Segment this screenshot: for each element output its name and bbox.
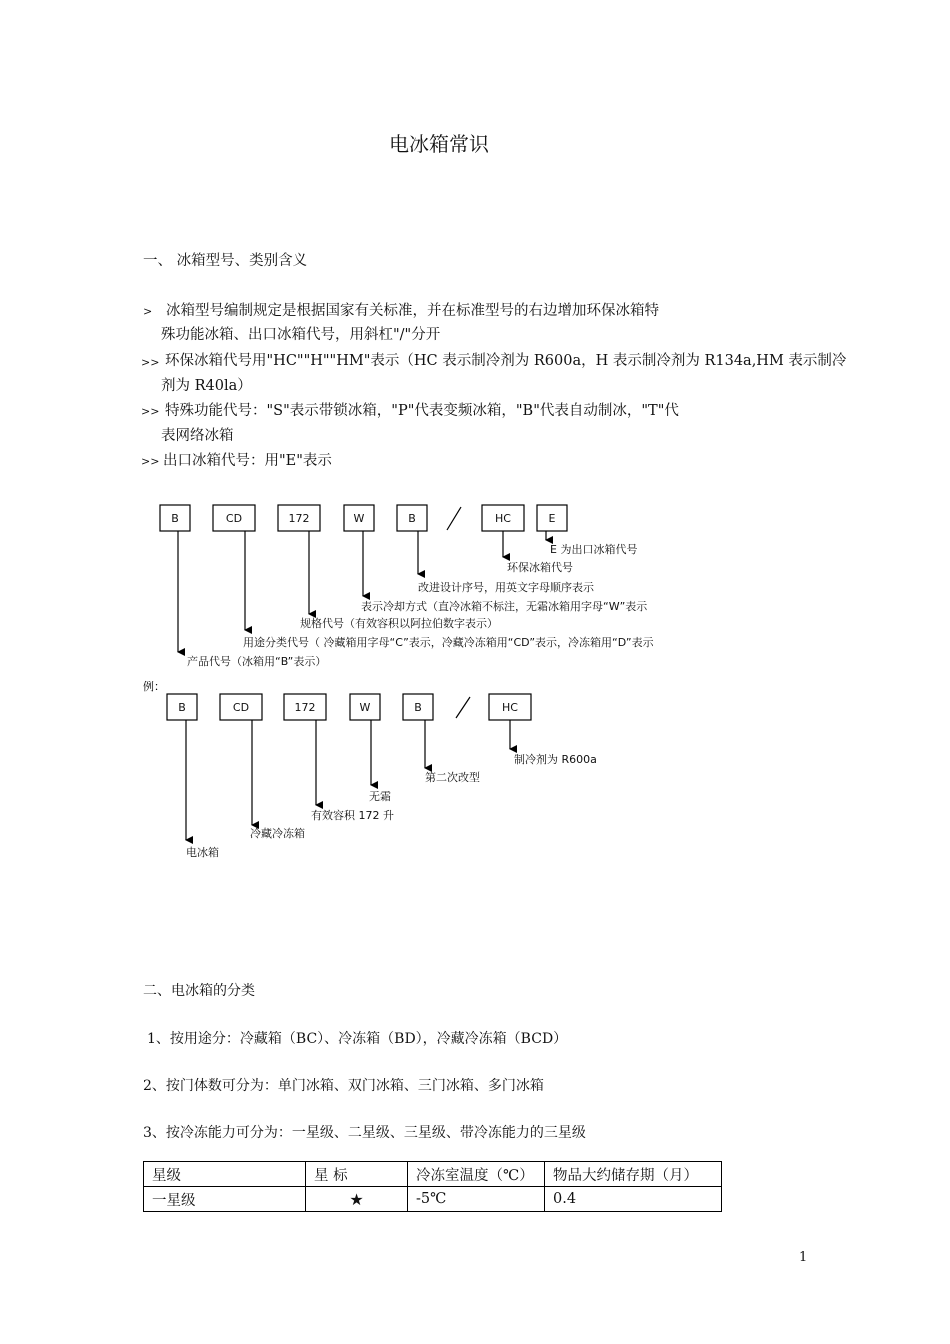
bullet-marker: >> <box>141 356 160 369</box>
table-cell: 一星级 <box>144 1187 306 1212</box>
code-box-text: HC <box>495 512 511 525</box>
bullet-text: 环保冰箱代号用"HC""H""HM"表示（HC 表示制冷剂为 R600a，H 表示制冷剂为 R134a,HM 表示制冷 <box>165 353 847 369</box>
slash <box>456 697 470 718</box>
list-item: 3、按冷冻能力可分为：一星级、二星级、三星级、带冷冻能力的三星级 <box>143 1125 586 1141</box>
code-box-text: B <box>414 701 422 714</box>
code-box-text: CD <box>225 512 243 525</box>
bullet-text-cont: 殊功能冰箱、出口冰箱代号，用斜杠"/"分开 <box>161 327 441 343</box>
diagram-label: 有效容积 172 升 <box>311 809 394 822</box>
code-box-text: HC <box>502 701 518 714</box>
table-header-cell: 物品大约储存期（月） <box>545 1162 722 1187</box>
bullet-text: 特殊功能代号："S"表示带锁冰箱，"P"代表变频冰箱，"B"代表自动制冰，"T"代 <box>165 403 679 419</box>
diagram-label: 环保冰箱代号 <box>507 561 573 574</box>
section-heading-1: 一、 冰箱型号、类别含义 <box>143 253 308 269</box>
diagram-label: 用途分类代号（ 冷藏箱用字母“C”表示，冷藏冷冻箱用“CD”表示，冷冻箱用“D”表示 <box>243 636 654 649</box>
code-box-text: B <box>408 512 416 525</box>
table-row <box>144 1187 722 1212</box>
page-number: 1 <box>799 1250 808 1265</box>
list-item: 1、按用途分：冷藏箱（BC）、冷冻箱（BD），冷藏冷冻箱（BCD） <box>147 1031 568 1047</box>
bullet-marker: > <box>143 305 153 318</box>
bullet-text-cont: 表网络冰箱 <box>161 428 234 444</box>
slash <box>447 507 461 530</box>
example-prefix: 例： <box>143 680 165 693</box>
bullet-text: 出口冰箱代号：用"E"表示 <box>163 453 332 469</box>
star-rating-table <box>143 1161 722 1212</box>
diagram-label: 改进设计序号，用英文字母顺序表示 <box>418 581 594 594</box>
code-box-text: B <box>171 512 179 525</box>
code-box-text: B <box>178 701 186 714</box>
bullet-text-cont: 剂为 R40la） <box>161 378 252 394</box>
table-header-cell: 星级 <box>144 1162 306 1187</box>
section-heading-2: 二、电冰箱的分类 <box>143 983 255 999</box>
code-box-text: W <box>359 701 371 714</box>
code-box-text: CD <box>232 701 250 714</box>
code-box-text: E <box>548 512 556 525</box>
diagram-label: 产品代号（冰箱用“B”表示） <box>187 655 327 668</box>
diagram-label: 表示冷却方式（直冷冰箱不标注，无霜冰箱用字母“W”表示 <box>361 600 648 613</box>
diagram-label: 无霜 <box>369 790 391 803</box>
code-box-text: 172 <box>288 512 310 525</box>
bullet-marker: >> <box>141 455 160 468</box>
bullet-text: 冰箱型号编制规定是根据国家有关标准，并在标准型号的右边增加环保冰箱特 <box>166 303 659 319</box>
table-header-cell: 冷冻室温度（℃） <box>408 1162 545 1187</box>
diagram-label: 规格代号（有效容积以阿拉伯数字表示） <box>300 617 498 630</box>
page-title: 电冰箱常识 <box>389 132 489 156</box>
list-item: 2、按门体数可分为：单门冰箱、双门冰箱、三门冰箱、多门冰箱 <box>143 1078 544 1094</box>
table-header-row <box>144 1162 722 1187</box>
code-box-text: 172 <box>294 701 316 714</box>
table-cell: -5℃ <box>408 1187 545 1212</box>
diagram-label: 冷藏冷冻箱 <box>250 827 305 840</box>
diagram-label: 制冷剂为 R600a <box>514 753 597 766</box>
diagram-label: E 为出口冰箱代号 <box>550 543 638 556</box>
diagram-label: 第二次改型 <box>425 771 480 784</box>
table-cell: ★ <box>306 1187 408 1212</box>
code-box-text: W <box>353 512 365 525</box>
diagram-label: 电冰箱 <box>186 846 219 859</box>
table-cell: 0.4 <box>545 1187 722 1212</box>
bullet-marker: >> <box>141 405 160 418</box>
table-header-cell: 星 标 <box>306 1162 408 1187</box>
